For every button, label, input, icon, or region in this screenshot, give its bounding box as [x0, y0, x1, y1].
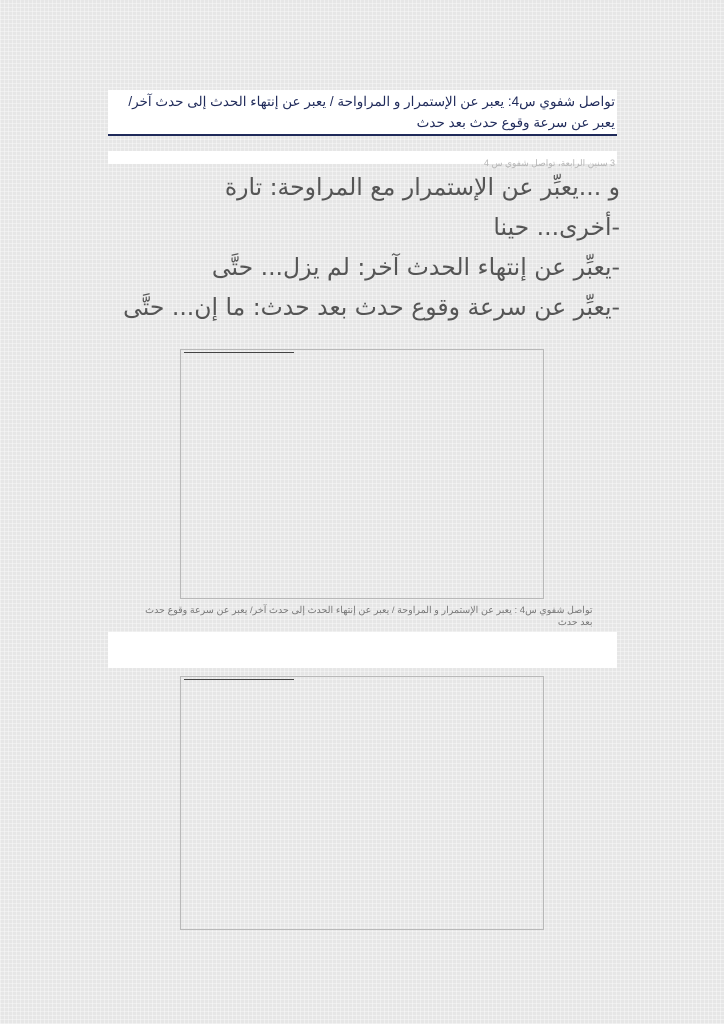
lesson-content — [108, 167, 620, 327]
slide-caption-text: تواصل شفوي س4 : يعبر عن الإستمرار و المراوحة / يعبر عن إنتهاء الحدث إلى حدث آخر/ يعبر عن سرعة وقوع حدث بعد حدث — [145, 605, 593, 628]
lesson-line-4: -يعبِّر عن سرعة وقوع حدث بعد حدث: ما إن... حتَّى — [123, 293, 620, 321]
lesson-line-2: -أخرى... حينا — [493, 213, 620, 241]
document-title-block — [108, 90, 617, 136]
slide-caption — [108, 605, 617, 629]
document-title: تواصل شفوي س4: يعبر عن الإستمرار و المراواحة / يعبر عن إنتهاء الحدث إلى حدث آخر/ يعبر عن سرعة وقوع حدث بعد حدث — [128, 94, 615, 130]
lesson-line-1: و ...يعبِّر عن الإستمرار مع المراوحة: تارة — [224, 173, 620, 201]
embedded-page-frame-1 — [180, 349, 544, 599]
embedded-page-header-line — [184, 679, 294, 680]
lesson-line-3: -يعبِّر عن إنتهاء الحدث آخر: لم يزل... حتَّى — [211, 253, 620, 281]
embedded-page-frame-2 — [180, 676, 544, 930]
blank-band — [108, 632, 617, 668]
embedded-page-header-line — [184, 352, 294, 353]
document-meta-bar — [108, 151, 617, 168]
document-meta-text: 3 سنين الرابعة، تواصل شفوي س 4 — [483, 158, 615, 168]
